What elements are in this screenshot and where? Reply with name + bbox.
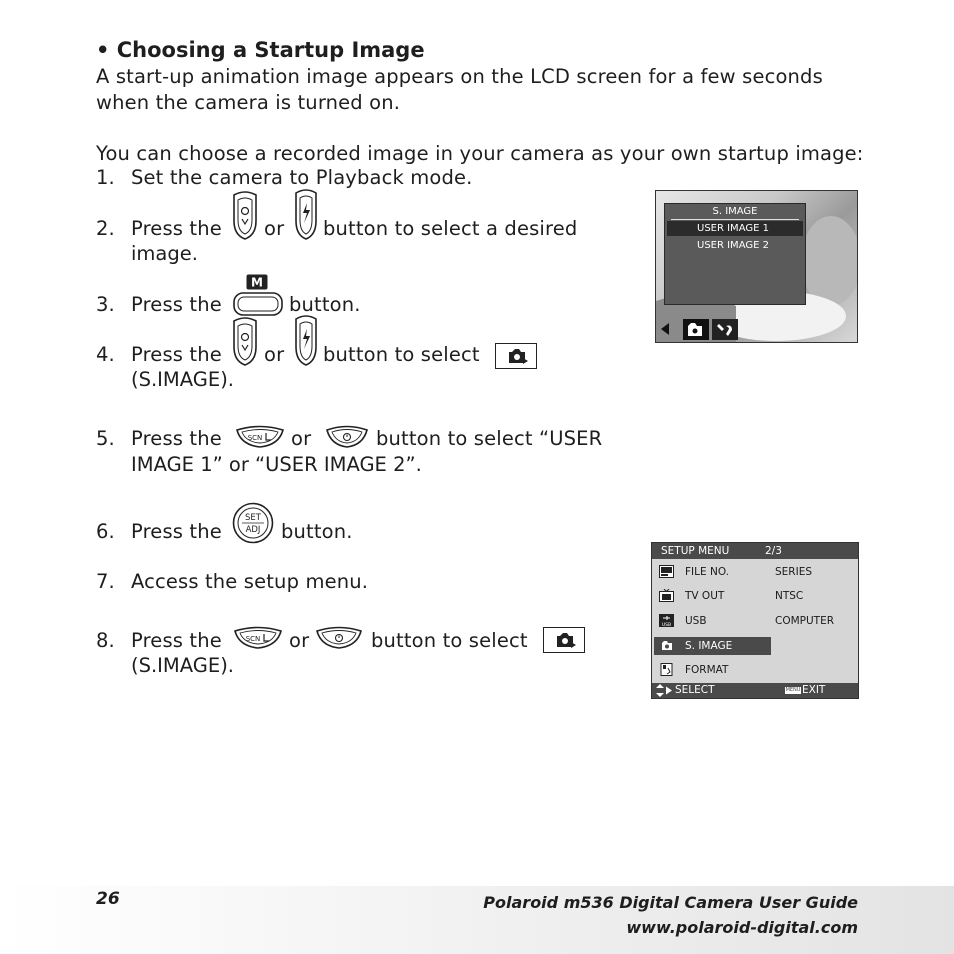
setup-menu-title: SETUP MENU [661, 545, 730, 557]
menu-m-badge-icon [246, 274, 268, 290]
set-label: SET [245, 513, 261, 523]
setup-row-usb[interactable] [652, 612, 858, 630]
setup-row-format[interactable] [652, 661, 858, 679]
setup-row-label: USB [685, 615, 707, 627]
menu-item-user-image-1[interactable]: USER IMAGE 1 [667, 221, 803, 236]
setup-row-label: TV OUT [685, 590, 725, 602]
lead-paragraph: You can choose a recorded image in your camera as your own startup image: [96, 142, 864, 165]
step-text-b: button. [289, 293, 361, 316]
step-text-a: Press the [131, 343, 222, 366]
right-flash-button-icon [293, 189, 319, 241]
footer-title: Polaroid m536 Digital Camera User Guide [483, 893, 858, 912]
page-number: 26 [96, 889, 120, 909]
step-number: 4. [96, 343, 115, 366]
scene-button-icon [233, 626, 283, 650]
format-icon [659, 663, 674, 676]
step-or: or [264, 217, 285, 240]
self-timer-button-icon [325, 425, 369, 449]
scn-label: SCN [245, 635, 261, 643]
lcd-screen-setup-menu [651, 542, 859, 699]
setup-row-s-image[interactable] [652, 637, 858, 655]
file-no-icon [659, 565, 674, 578]
setup-row-label: S. IMAGE [685, 640, 733, 652]
exit-hint: EXIT [802, 684, 826, 696]
menu-m-label: M [251, 275, 263, 290]
step-text-a: Press the [131, 520, 222, 543]
setup-menu-footer [652, 683, 858, 698]
step-text-a: Press the [131, 629, 222, 652]
setup-row-tv-out[interactable] [652, 587, 858, 605]
step-number: 8. [96, 629, 115, 652]
setup-row-file-no[interactable] [652, 563, 858, 581]
step-text: Access the setup menu. [131, 570, 369, 593]
usb-icon [659, 614, 674, 627]
step-4-continuation: (S.IMAGE). [131, 368, 234, 391]
set-adj-button-icon [232, 502, 274, 544]
step-or: or [291, 427, 312, 450]
usb-icon-text: USB [661, 623, 672, 627]
step-text-a: Press the [131, 427, 222, 450]
step-or: or [264, 343, 285, 366]
s-image-menu [664, 203, 806, 305]
left-arrow-icon [661, 323, 669, 335]
step-8-continuation: (S.IMAGE). [131, 654, 234, 677]
adj-label: ADJ [245, 525, 261, 535]
step-text-b: button to select “USER [376, 427, 603, 450]
setup-menu-header [652, 543, 858, 559]
step-2-continuation: image. [131, 242, 198, 265]
scn-label: SCN [247, 434, 263, 442]
setup-menu-page: 2/3 [765, 545, 782, 557]
step-number: 3. [96, 293, 115, 316]
step-text-a: Press the [131, 217, 222, 240]
step-text-b: button to select [323, 343, 480, 366]
step-number: 5. [96, 427, 115, 450]
select-hint: SELECT [675, 684, 715, 696]
right-flash-button-icon [293, 315, 319, 367]
s-image-menu-title: S. IMAGE [712, 206, 758, 217]
intro-line-2: when the camera is turned on. [96, 91, 401, 114]
startup-image-icon [544, 628, 584, 652]
startup-image-icon [496, 344, 536, 368]
lcd-screen-s-image [655, 190, 858, 343]
step-or: or [289, 629, 310, 652]
step-text-b: button. [281, 520, 353, 543]
tv-out-icon [659, 589, 674, 602]
navigation-arrows-icon [656, 684, 672, 697]
step-5-continuation: IMAGE 1” or “USER IMAGE 2”. [131, 453, 422, 476]
s-image-symbol-box [495, 343, 537, 369]
left-flash-button-icon [231, 317, 259, 367]
step-text: Set the camera to Playback mode. [131, 166, 473, 189]
menu-item-user-image-2[interactable]: USER IMAGE 2 [697, 240, 769, 251]
step-number: 7. [96, 570, 115, 593]
setup-row-label: FORMAT [685, 664, 729, 676]
step-text-a: Press the [131, 293, 222, 316]
setup-row-value: SERIES [775, 566, 812, 578]
setup-row-label: FILE NO. [685, 566, 729, 578]
footer-url[interactable]: www.polaroid-digital.com [626, 918, 858, 937]
step-number: 2. [96, 217, 115, 240]
section-heading: • Choosing a Startup Image [96, 38, 425, 62]
menu-tag-icon: MENU [785, 687, 801, 693]
step-text-b: button to select [371, 629, 528, 652]
self-timer-button-icon [315, 626, 363, 650]
menu-divider [671, 219, 799, 220]
scene-button-icon [235, 425, 285, 449]
intro-paragraph [96, 64, 823, 116]
setup-row-value: COMPUTER [775, 615, 835, 627]
menu-button-icon [233, 292, 283, 316]
lcd-tab-bar [656, 318, 857, 342]
intro-line-1: A start-up animation image appears on the LCD screen for a few seconds [96, 65, 823, 88]
step-number: 1. [96, 166, 115, 189]
step-number: 6. [96, 520, 115, 543]
setup-row-value: NTSC [775, 590, 804, 602]
left-flash-button-icon [231, 191, 259, 241]
startup-image-icon [659, 639, 674, 652]
step-text-b: button to select a desired [323, 217, 578, 240]
s-image-symbol-box [543, 627, 585, 653]
